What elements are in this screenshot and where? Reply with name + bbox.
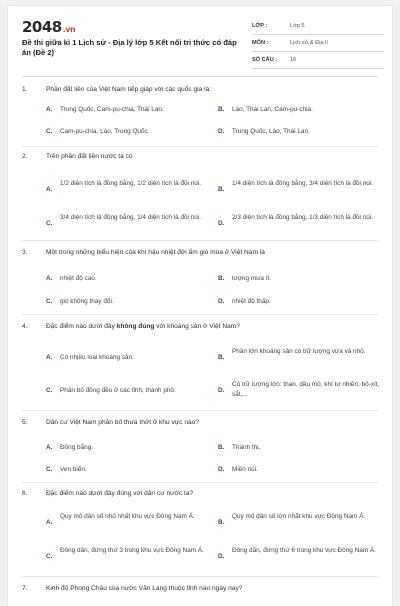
option-text: Phần lớn khoáng sản có trữ lượng vừa và nhỏ. bbox=[232, 348, 366, 355]
option-letter: C. bbox=[46, 128, 53, 135]
option-text: Lào, Thái Lan, Cam-pu-chia. bbox=[232, 106, 313, 113]
option-text: nhiệt độ thấp. bbox=[232, 298, 271, 305]
question-text: Kinh đô Phong Châu của nước Văn Lang thuộc tỉnh nào ngày nay? bbox=[46, 585, 243, 592]
option-letter: B. bbox=[218, 354, 225, 361]
option-letter: A. bbox=[46, 354, 53, 361]
option-letter: D. bbox=[218, 466, 225, 473]
option-text: Trung Quốc, Cam-pu-chia, Thái Lan. bbox=[60, 106, 164, 113]
exam-meta-table bbox=[252, 18, 384, 69]
option-letter: C. bbox=[46, 220, 53, 227]
option-letter: A. bbox=[46, 186, 53, 193]
option-text: Có nhiều loại khoáng sản. bbox=[60, 354, 134, 361]
option-text: Quy mô dân số lớn nhất khu vực Đông Nam Á. bbox=[232, 513, 366, 520]
question-number: 4. bbox=[22, 323, 28, 330]
option-text: Đông dân, đứng thứ 6 trong khu vực Đông Nam Á. bbox=[232, 547, 376, 554]
option-text: Miền núi. bbox=[232, 466, 258, 473]
option-text: Đồng bằng. bbox=[60, 444, 94, 451]
option-letter: A. bbox=[46, 519, 53, 526]
meta-value: 16 bbox=[290, 57, 297, 63]
option-text: Ven biển. bbox=[60, 466, 87, 473]
site-logo[interactable] bbox=[22, 18, 75, 36]
question-number: 5. bbox=[22, 419, 28, 426]
option-text: Có trữ lượng lớn: than, dầu mỏ, khí tự nhiên, bô-xít, sắt,... bbox=[232, 381, 380, 398]
option-letter: D. bbox=[218, 387, 225, 394]
question-text: Phần đất liền của Việt Nam tiếp giáp với các quốc gia là: bbox=[46, 86, 212, 93]
header-divider bbox=[22, 76, 378, 77]
question-divider bbox=[22, 576, 378, 577]
option-letter: A. bbox=[46, 275, 53, 282]
question-divider bbox=[22, 482, 378, 483]
question-divider bbox=[22, 146, 378, 147]
meta-key: SỐ CÂU : bbox=[252, 57, 278, 63]
question-number: 2. bbox=[22, 153, 28, 160]
option-letter: B. bbox=[218, 275, 225, 282]
question-divider bbox=[22, 314, 378, 315]
exam-page bbox=[8, 6, 392, 606]
option-text: Cam-pu-chia, Lào, Trung Quốc. bbox=[60, 128, 150, 135]
meta-key: MÔN : bbox=[252, 40, 269, 46]
meta-key: LỚP : bbox=[252, 23, 268, 29]
option-letter: D. bbox=[218, 298, 225, 305]
option-letter: A. bbox=[46, 444, 53, 451]
option-text: 1/2 diện tích là đồng bằng, 1/2 diện tích là đồi núi. bbox=[60, 180, 202, 187]
question-text: Đặc điểm nào dưới đây đúng với dân cư nước ta? bbox=[46, 490, 194, 497]
option-letter: B. bbox=[218, 106, 225, 113]
option-text: 2/3 diện tích là đồng bằng, 1/3 diện tích là đồi núi. bbox=[232, 214, 374, 221]
option-letter: D. bbox=[218, 553, 225, 560]
meta-value: Lớp 5 bbox=[290, 23, 305, 29]
meta-value: Lịch sử & Địa lí bbox=[290, 40, 328, 46]
option-letter: C. bbox=[46, 387, 53, 394]
meta-row-question-count bbox=[252, 52, 384, 69]
option-text: Đông dân, đứng thứ 3 trong khu vực Đông Nam Á. bbox=[60, 547, 204, 554]
logo-suffix: .vn bbox=[62, 25, 76, 34]
question-text-start: Đặc điểm nào dưới đây bbox=[46, 323, 117, 330]
option-letter: D. bbox=[218, 128, 225, 135]
option-letter: B. bbox=[218, 186, 225, 193]
question-number: 3. bbox=[22, 249, 28, 256]
option-text: Thành thị. bbox=[232, 444, 261, 451]
question-text: Dân cư Việt Nam phân bố thưa thớt ở khu vực nào? bbox=[46, 419, 199, 426]
option-text: 1/4 diện tích là đồng bằng, 3/4 diện tích là đồi núi. bbox=[232, 180, 374, 187]
meta-row-grade bbox=[252, 18, 384, 35]
question-number: 1. bbox=[22, 86, 28, 93]
option-text: gió không thay đổi. bbox=[60, 298, 114, 305]
option-letter: C. bbox=[46, 553, 53, 560]
option-letter: C. bbox=[46, 466, 53, 473]
question-text-end: với khoáng sản ở Việt Nam? bbox=[154, 323, 240, 330]
exam-header bbox=[22, 16, 382, 68]
option-text: Phân bố đồng đều ở các tỉnh, thành phố. bbox=[60, 387, 176, 394]
question-number: 6. bbox=[22, 490, 28, 497]
page-title: Đề thi giữa kì 1 Lịch sử - Địa lý lớp 5 Kết nối tri thức có đáp án (Đề 2) bbox=[22, 38, 237, 57]
question-number: 7. bbox=[22, 585, 28, 592]
meta-row-subject bbox=[252, 35, 384, 52]
question-text bbox=[46, 323, 376, 330]
option-letter: D. bbox=[218, 220, 225, 227]
option-text: 3/4 diện tích là đồng bằng, 1/4 diện tích là đồi núi. bbox=[60, 214, 202, 221]
option-text: nhiệt độ cao. bbox=[60, 275, 97, 282]
option-text: Trung Quốc, Lào, Thái Lan. bbox=[232, 128, 310, 135]
question-text: Một trong những biểu hiện của khí hậu nhiệt đới ẩm gió mùa ở Việt Nam là bbox=[46, 249, 265, 256]
option-letter: B. bbox=[218, 444, 225, 451]
question-text: Trên phần đất liền nước ta có bbox=[46, 153, 133, 160]
option-text: lượng mưa ít. bbox=[232, 275, 272, 282]
question-divider bbox=[22, 240, 378, 241]
logo-text: 2048 bbox=[22, 18, 62, 36]
option-text: Quy mô dân số nhỏ nhất khu vực Đông Nam Á. bbox=[60, 513, 195, 520]
option-letter: A. bbox=[46, 106, 53, 113]
question-emphasis: không đúng bbox=[116, 323, 155, 330]
option-letter: B. bbox=[218, 519, 225, 526]
question-divider bbox=[22, 410, 378, 411]
option-letter: C. bbox=[46, 298, 53, 305]
